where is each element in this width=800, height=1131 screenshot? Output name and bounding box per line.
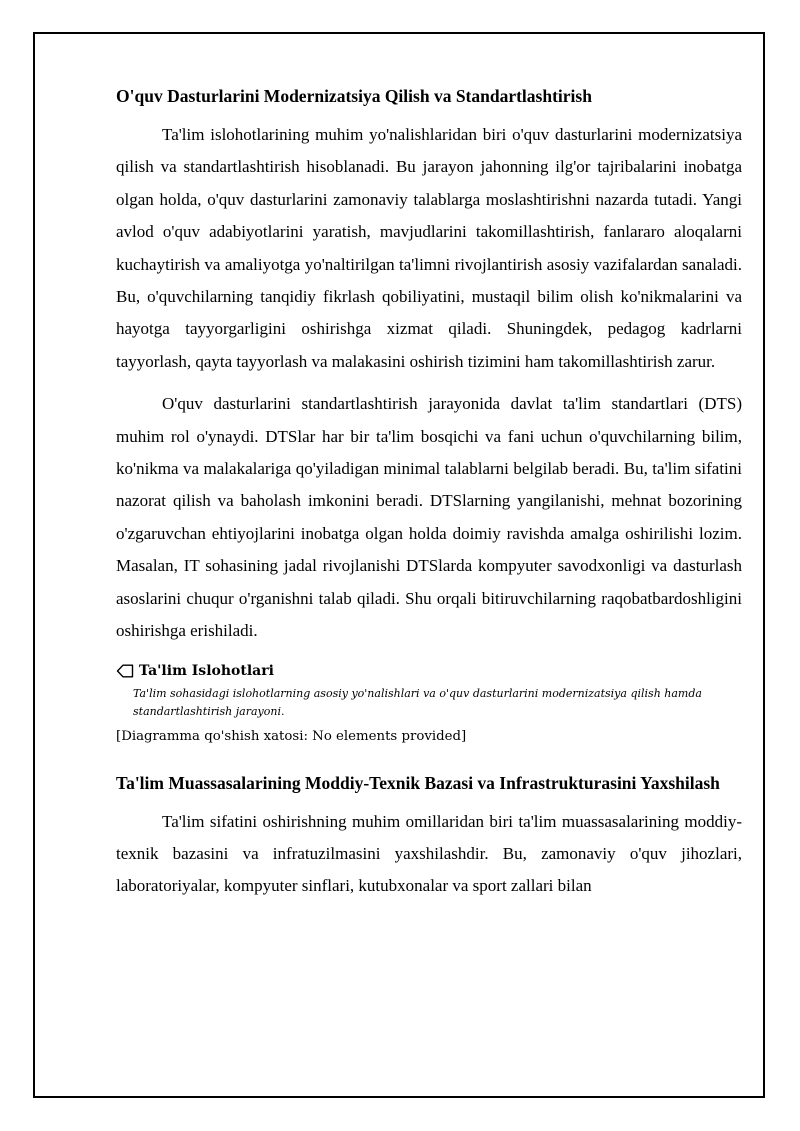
- paragraph-infrastructure: Ta'lim sifatini oshirishning muhim omillaridan biri ta'lim muassasalarining moddiy-texnik bazasini va infratuzilmasini yaxshilashdir. Bu, zamonaviy o'quv jihozlari, laboratoriyalar, kompyuter sinflari, kutubxonalar va sport zallari bilan: [116, 811, 742, 896]
- tag-icon: [116, 663, 134, 679]
- diagram-block: [116, 662, 742, 746]
- paragraph-curriculum-standards: O'quv dasturlarini standartlashtirish jarayonida davlat ta'lim standartlari (DTS) muhim rol o'ynaydi. DTSlar har bir ta'lim bosqichi va fani uchun o'quvchilarning bilim, ko'nikma va malakalariga qo'yiladigan minimal talablarni belgilab beradi. Bu, ta'lim sifatini nazorat qilish va baholash imkonini beradi. DTSlarning yangilanishi, mehnat bozorining o'zgaruvchan ehtiyojlarini inobatga olgan holda doimiy ravishda amalga oshirilishi lozim. Masalan, IT sohasining jadal rivojlanishi DTSlarda kompyuter savodxonligi va dasturlash asoslarini chuqur o'rganishni talab qiladi. Shu orqali bitiruvchilarning raqobatbardoshligini oshirishga erishiladi.: [116, 394, 742, 641]
- diagram-error-message: [Diagramma qo'shish xatosi: No elements provided]: [116, 728, 467, 744]
- diagram-description: Ta'lim sohasidagi islohotlarning asosiy yo'nalishlari va o'quv dasturlarini modernizatsiya qilish hamda standartlashtirish jarayoni.: [133, 686, 702, 718]
- paragraph-clip: [116, 806, 742, 906]
- section-heading-curriculum: O'quv Dasturlarini Modernizatsiya Qilish va Standartlashtirish: [116, 86, 592, 106]
- document-body: [116, 84, 742, 906]
- paragraph-curriculum-modernization: Ta'lim islohotlarining muhim yo'nalishlaridan biri o'quv dasturlarini modernizatsiya qilish va standartlashtirish hisoblanadi. Bu jarayon jahonning ilg'or tajribalarini inobatga olgan holda, o'quv dasturlarini zamonaviy talablarga moslashtirishni nazarda tutadi. Yangi avlod o'quv adabiyotlarini yaratish, mavjudlarini takomillashtirish, fanlararo aloqalarni kuchaytirish va amaliyotga yo'naltirilgan ta'limni rivojlantirish asosiy vazifalardan sanaladi. Bu, o'quvchilarning tanqidiy fikrlash qobiliyatini, mustaqil bilim olish ko'nikmalarini va hayotga tayyorgarligini oshirishga xizmat qiladi. Shuningdek, pedagog kadrlarni tayyorlash, qayta tayyorlash va malakasini oshirish tizimini ham takomillashtirish zarur.: [116, 125, 742, 371]
- diagram-title-row: [116, 662, 742, 680]
- diagram-title: Ta'lim Islohotlari: [139, 662, 274, 679]
- section-heading-infrastructure: Ta'lim Muassasalarining Moddiy-Texnik Bazasi va Infrastrukturasini Yaxshilash: [116, 772, 720, 793]
